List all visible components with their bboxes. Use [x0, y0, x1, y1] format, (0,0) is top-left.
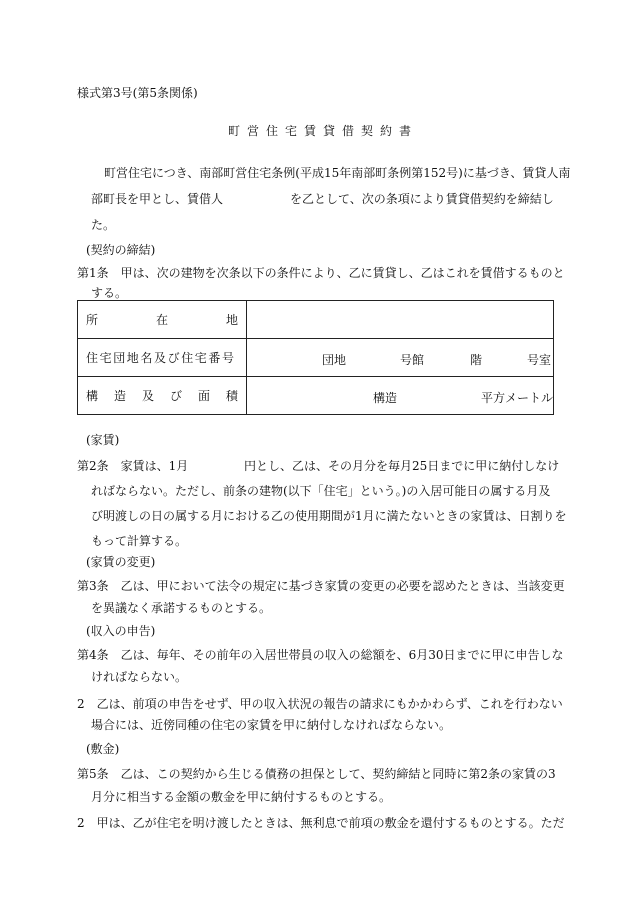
article-1-line-1: 第1条 甲は、次の建物を次条以下の条件により、乙に賃貸し、乙はこれを賃借するものと: [77, 266, 565, 280]
unit-heiho-meter: 平方メートル: [481, 391, 554, 405]
table-row: [78, 377, 554, 415]
article-5-line-1: 第5条 乙は、この契約から生じる債務の担保として、契約締結と同時に第2条の家賃の3: [77, 767, 556, 781]
article-3-heading: (家賃の変更): [86, 555, 156, 569]
article-2-line-1a: 第2条 家賃は、1月: [77, 459, 189, 473]
article-5-line-2: 月分に相当する金額の敷金を甲に納付するものとする。: [91, 790, 392, 804]
location-label: [78, 301, 247, 339]
article-4-line-1: 第4条 乙は、毎年、その前年の入居世帯員の収入の総額を、6月30日までに甲に申告しな: [77, 648, 564, 662]
label-char: 面: [197, 389, 210, 403]
housing-number-label: [78, 339, 247, 377]
property-table: [77, 300, 554, 415]
article-2-line-4: もって計算する。: [91, 534, 188, 548]
housing-number-label-text: 住宅団地名及び住宅番号: [86, 351, 236, 365]
housing-number-value[interactable]: [247, 339, 554, 377]
preamble-line-3: た。: [91, 218, 116, 232]
unit-kai: 階: [470, 353, 483, 367]
article-3-line-2: を異議なく承諾するものとする。: [91, 601, 272, 615]
label-char: び: [169, 389, 182, 403]
preamble-line-2a: 部町長を甲とし、賃借人: [91, 192, 224, 206]
label-char: 造: [113, 389, 126, 403]
form-number: 様式第3号(第5条関係): [77, 86, 198, 100]
unit-goshitsu: 号室: [527, 353, 552, 367]
label-char: 積: [225, 389, 238, 403]
article-5-heading: (敷金): [86, 742, 120, 756]
article-4-para-2-line-1: 2 乙は、前項の申告をせず、甲の収入状況の報告の請求にもかかわらず、これを行わない: [77, 697, 563, 711]
unit-danchi: 団地: [322, 353, 347, 367]
article-4-para-2-line-2: 場合には、近傍同種の住宅の家賃を甲に納付しなければならない。: [91, 718, 452, 732]
label-char: 所: [86, 313, 99, 327]
article-1-heading: (契約の締結): [86, 243, 156, 257]
document-title: 町営住宅賃貸借契約書: [228, 124, 419, 138]
label-char: 及: [141, 389, 154, 403]
structure-area-label: [78, 377, 247, 415]
label-char: 構: [86, 389, 99, 403]
preamble-line-1: 町営住宅につき、南部町営住宅条例(平成15年南部町条例第152号)に基づき、賃貸人南: [104, 166, 571, 180]
article-2-line-1b: 円とし、乙は、その月分を毎月25日までに甲に納付しなけ: [244, 459, 560, 473]
structure-area-value[interactable]: [247, 377, 554, 415]
label-char: 在: [155, 313, 168, 327]
article-4-line-2: ければならない。: [91, 670, 188, 684]
article-3-line-1: 第3条 乙は、甲において法令の規定に基づき家賃の変更の必要を認めたときは、当該変更: [77, 579, 565, 593]
unit-gokan: 号館: [400, 353, 425, 367]
article-2-heading: (家賃): [86, 433, 120, 447]
table-row: [78, 339, 554, 377]
unit-kozo: 構造: [373, 391, 398, 405]
article-4-heading: (収入の申告): [86, 624, 156, 638]
location-value[interactable]: [247, 301, 554, 339]
preamble-line-2b: を乙として、次の条項により賃貸借契約を締結し: [290, 192, 554, 206]
article-2-line-2: ればならない。ただし、前条の建物(以下「住宅」という。)の入居可能日の属する月及: [91, 484, 551, 498]
label-char: 地: [225, 313, 238, 327]
table-row: [78, 301, 554, 339]
article-5-para-2-line-1: 2 甲は、乙が住宅を明け渡したときは、無利息で前項の敷金を還付するものとする。ただ: [77, 816, 565, 830]
article-2-line-3: び明渡しの日の属する月における乙の使用期間が1月に満たないときの家賃は、日割りを: [91, 509, 567, 523]
article-1-line-2: する。: [91, 286, 128, 300]
